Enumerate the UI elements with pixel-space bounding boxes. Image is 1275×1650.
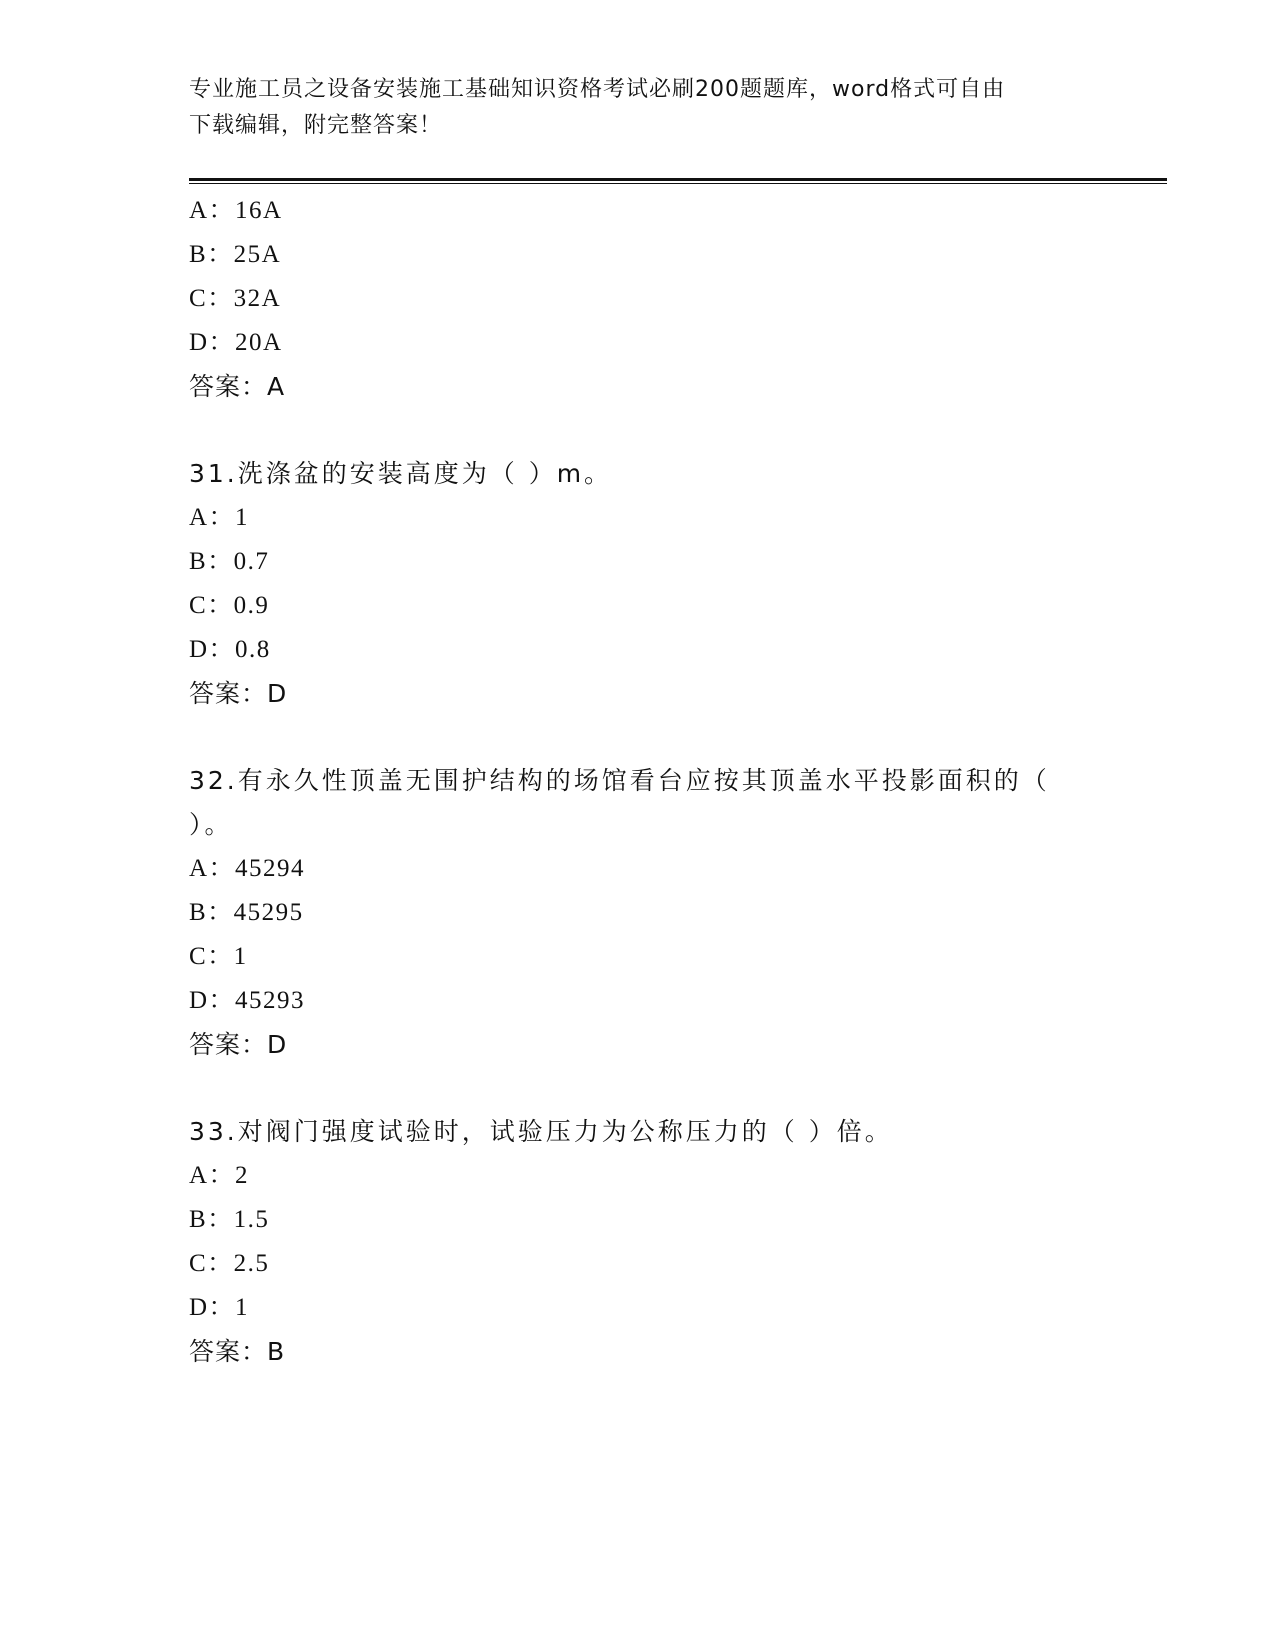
q33-option-c: C：2.5 <box>189 1250 270 1277</box>
q32-answer: 答案：D <box>189 1030 288 1059</box>
q32-option-b: B：45295 <box>189 899 304 926</box>
q33-option-b: B：1.5 <box>189 1206 270 1233</box>
q32-option-a: A：45294 <box>189 855 306 882</box>
header-divider-thick <box>189 178 1167 181</box>
q33-answer: 答案：B <box>189 1337 286 1366</box>
header-line-2: 下载编辑，附完整答案！ <box>189 113 443 138</box>
q30-option-a: A：16A <box>189 197 283 224</box>
q32-option-d: D：45293 <box>189 987 306 1014</box>
q31-option-d: D：0.8 <box>189 636 271 663</box>
q31-option-a: A：1 <box>189 504 250 531</box>
q33-option-a: A：2 <box>189 1162 250 1189</box>
q31-answer: 答案：D <box>189 679 288 708</box>
q33-question: 33.对阀门强度试验时，试验压力为公称压力的（ ）倍。 <box>189 1117 893 1146</box>
q31-option-b: B：0.7 <box>189 548 270 575</box>
document-header <box>189 72 1089 144</box>
q33-option-d: D：1 <box>189 1294 250 1321</box>
q32-option-c: C：1 <box>189 943 248 970</box>
q31-option-c: C：0.9 <box>189 592 270 619</box>
q30-option-d: D：20A <box>189 329 283 356</box>
q30-option-b: B：25A <box>189 241 282 268</box>
q32-question-line-1: 32.有永久性顶盖无围护结构的场馆看台应按其顶盖水平投影面积的（ <box>189 766 1050 795</box>
header-divider-thin <box>189 183 1167 184</box>
header-line-1: 专业施工员之设备安装施工基础知识资格考试必刷200题题库，word格式可自由 <box>189 77 1006 102</box>
q32-question-line-2: ）。 <box>189 810 233 839</box>
q30-answer: 答案：A <box>189 372 286 401</box>
q30-option-c: C：32A <box>189 285 282 312</box>
q31-question: 31.洗涤盆的安装高度为（ ）m。 <box>189 459 613 488</box>
